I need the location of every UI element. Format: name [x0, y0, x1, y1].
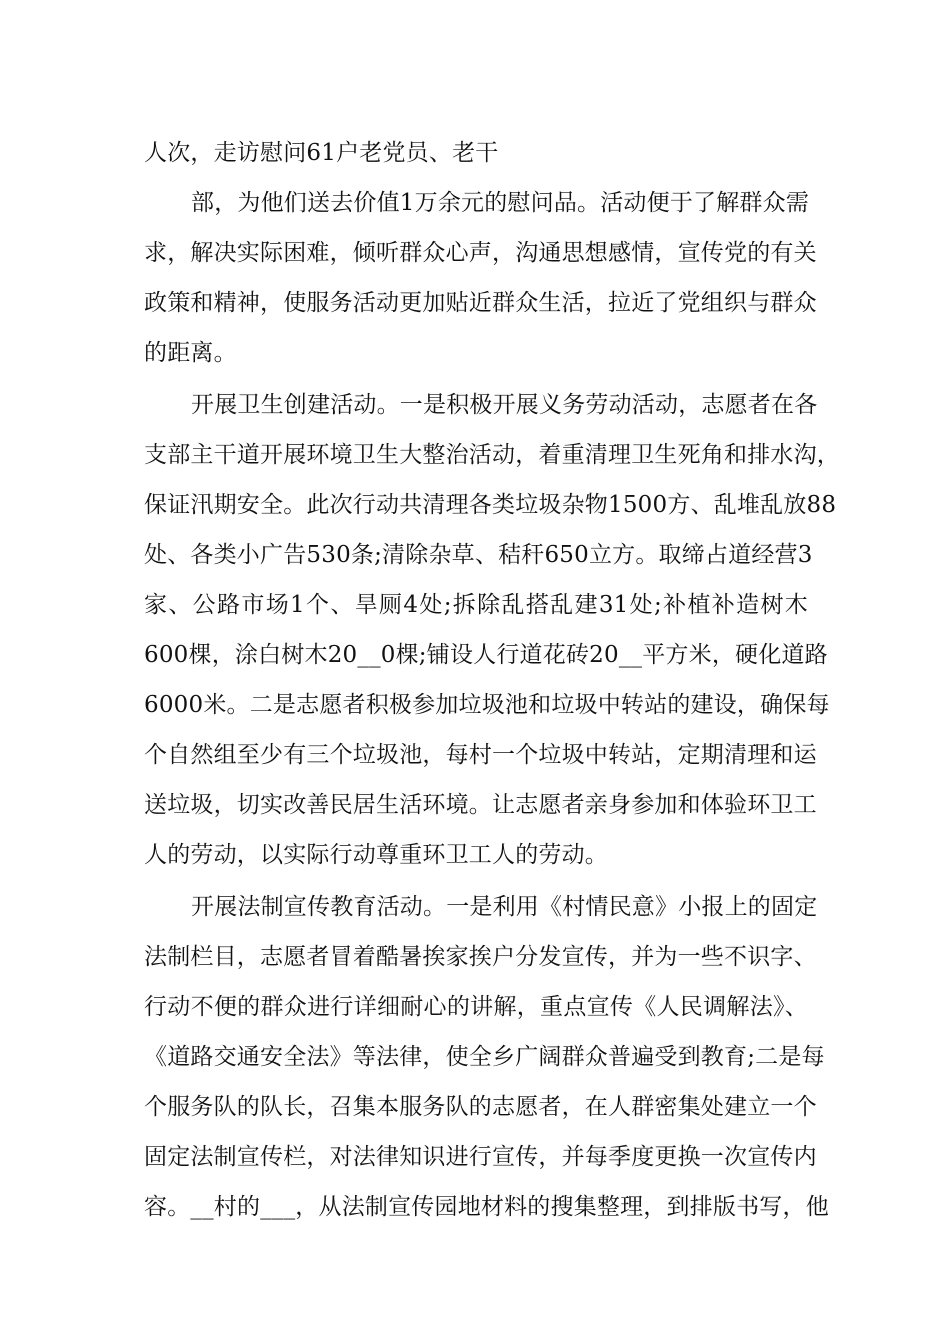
paragraph-first-line: 开展卫生创建活动。一是积极开展义务劳动活动，志愿者在各	[191, 392, 818, 418]
text-line: 6000米。二是志愿者积极参加垃圾池和垃圾中转站的建设，确保每	[144, 692, 830, 718]
paragraph-first-line: 开展法制宣传教育活动。一是利用《村情民意》小报上的固定	[191, 894, 818, 920]
text-line: 支部主干道开展环境卫生大整治活动，着重清理卫生死角和排水沟，	[144, 442, 840, 468]
text-line: 处、各类小广告530条;清除杂草、秸秆650立方。取缔占道经营3	[144, 542, 813, 568]
text-line: 《道路交通安全法》等法律，使全乡广阔群众普遍受到教育;二是每	[144, 1044, 825, 1070]
text-line: 人次，走访慰问61户老党员、老干	[144, 140, 499, 166]
text-line: 政策和精神，使服务活动更加贴近群众生活，拉近了党组织与群众	[144, 290, 817, 316]
text-line: 人的劳动，以实际行动尊重环卫工人的劳动。	[144, 842, 608, 868]
text-line: 行动不便的群众进行详细耐心的讲解，重点宣传《人民调解法》、	[144, 994, 808, 1020]
text-line: 求，解决实际困难，倾听群众心声，沟通思想感情，宣传党的有关	[144, 240, 817, 266]
text-line: 固定法制宣传栏，对法律知识进行宣传，并每季度更换一次宣传内	[144, 1144, 817, 1170]
text-line: 法制栏目，志愿者冒着酷暑挨家挨户分发宣传，并为一些不识字、	[144, 944, 817, 970]
text-line: 保证汛期安全。此次行动共清理各类垃圾杂物1500方、乱堆乱放88	[144, 492, 837, 518]
text-line: 容。__村的___，从法制宣传园地材料的搜集整理，到排版书写，他	[144, 1194, 829, 1220]
paragraph-first-line: 部，为他们送去价值1万余元的慰问品。活动便于了解群众需	[191, 190, 810, 216]
text-line: 个自然组至少有三个垃圾池，每村一个垃圾中转站，定期清理和运	[144, 742, 817, 768]
text-line: 个服务队的队长，召集本服务队的志愿者，在人群密集处建立一个	[144, 1094, 817, 1120]
text-line: 600棵，涂白树木20__0棵;铺设人行道花砖20__平方米，硬化道路	[144, 642, 828, 668]
text-line: 的距离。	[144, 340, 237, 366]
text-line: 家、公路市场1个、旱厕4处;拆除乱搭乱建31处;补植补造树木	[144, 592, 808, 618]
text-line: 送垃圾，切实改善民居生活环境。让志愿者亲身参加和体验环卫工	[144, 792, 817, 818]
